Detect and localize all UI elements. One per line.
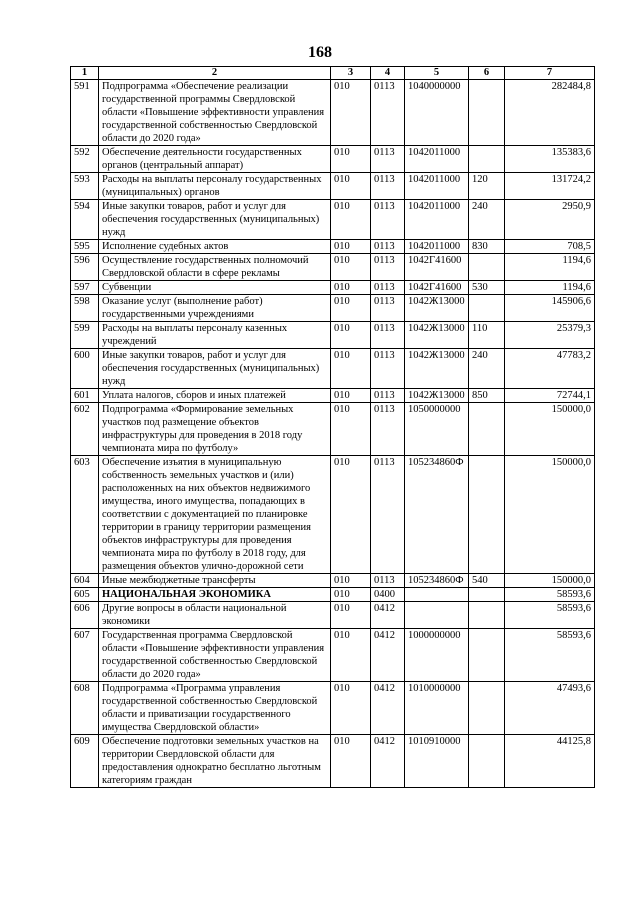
- row-code-section: 0113: [371, 574, 405, 588]
- row-code-ministry: 010: [331, 403, 371, 456]
- row-code-target: 1042Ж13000: [405, 295, 469, 322]
- row-code-type: [469, 146, 505, 173]
- row-code-section: 0412: [371, 682, 405, 735]
- row-code-section: 0113: [371, 456, 405, 574]
- row-code-section: 0113: [371, 403, 405, 456]
- row-code-target: 1042Ж13000: [405, 389, 469, 403]
- row-description: Субвенции: [99, 281, 331, 295]
- header-cell: 3: [331, 67, 371, 80]
- row-code-type: 120: [469, 173, 505, 200]
- header-cell: 7: [505, 67, 595, 80]
- row-number: 607: [71, 629, 99, 682]
- row-code-ministry: 010: [331, 574, 371, 588]
- row-code-type: 110: [469, 322, 505, 349]
- row-code-target: 1042Г41600: [405, 254, 469, 281]
- row-number: 606: [71, 602, 99, 629]
- row-code-section: 0113: [371, 295, 405, 322]
- row-code-type: [469, 254, 505, 281]
- row-amount: 150000,0: [505, 456, 595, 574]
- row-amount: 58593,6: [505, 629, 595, 682]
- row-code-target: 1000000000: [405, 629, 469, 682]
- row-code-target: 1010910000: [405, 735, 469, 788]
- row-code-section: 0113: [371, 173, 405, 200]
- row-code-ministry: 010: [331, 254, 371, 281]
- table-row: [71, 602, 595, 629]
- row-code-ministry: 010: [331, 322, 371, 349]
- row-code-ministry: 010: [331, 588, 371, 602]
- header-cell: 2: [99, 67, 331, 80]
- table-row: [71, 240, 595, 254]
- row-description: Подпрограмма «Формирование земельных участков под размещение объектов инфраструктуры для проведения в 2018 году чемпионата мира по футболу»: [99, 403, 331, 456]
- table-row: [71, 403, 595, 456]
- row-code-type: [469, 735, 505, 788]
- row-number: 600: [71, 349, 99, 389]
- row-amount: 150000,0: [505, 574, 595, 588]
- row-code-target: 105234860Ф: [405, 574, 469, 588]
- table-row: [71, 588, 595, 602]
- row-number: 608: [71, 682, 99, 735]
- row-code-target: 1042011000: [405, 240, 469, 254]
- row-code-type: [469, 456, 505, 574]
- row-description: Государственная программа Свердловской области «Повышение эффективности управления государственной собственностью Свердловской области до 2020 года»: [99, 629, 331, 682]
- row-code-target: 1042Г41600: [405, 281, 469, 295]
- table-row: [71, 200, 595, 240]
- row-amount: 282484,8: [505, 80, 595, 146]
- row-description: Иные межбюджетные трансферты: [99, 574, 331, 588]
- row-code-section: 0113: [371, 281, 405, 295]
- row-number: 605: [71, 588, 99, 602]
- row-code-type: 850: [469, 389, 505, 403]
- row-number: 597: [71, 281, 99, 295]
- row-code-ministry: 010: [331, 735, 371, 788]
- row-description: Оказание услуг (выполнение работ) государственными учреждениями: [99, 295, 331, 322]
- row-description: Обеспечение деятельности государственных органов (центральный аппарат): [99, 146, 331, 173]
- row-code-target: 1010000000: [405, 682, 469, 735]
- table-row: [71, 682, 595, 735]
- row-code-section: 0113: [371, 322, 405, 349]
- row-code-section: 0113: [371, 240, 405, 254]
- table-row: [71, 349, 595, 389]
- header-row: [71, 67, 595, 80]
- row-code-ministry: 010: [331, 146, 371, 173]
- table-row: [71, 254, 595, 281]
- row-number: 603: [71, 456, 99, 574]
- row-description: Другие вопросы в области национальной экономики: [99, 602, 331, 629]
- row-code-type: [469, 588, 505, 602]
- row-description: Осуществление государственных полномочий Свердловской области в сфере рекламы: [99, 254, 331, 281]
- row-code-ministry: 010: [331, 602, 371, 629]
- table-row: [71, 281, 595, 295]
- row-code-type: 240: [469, 200, 505, 240]
- row-code-ministry: 010: [331, 389, 371, 403]
- row-code-section: 0113: [371, 349, 405, 389]
- row-number: 604: [71, 574, 99, 588]
- row-code-section: 0113: [371, 146, 405, 173]
- table-row: [71, 80, 595, 146]
- row-code-ministry: 010: [331, 295, 371, 322]
- row-code-section: 0113: [371, 80, 405, 146]
- row-description: Обеспечение изъятия в муниципальную собственность земельных участков и (или) расположенных на них объектов недвижимого имущества, иного имущества, попадающих в соответствии с документацией по планировке территории в границу территории размещения объектов инфраструктуры для проведения чемпионата мира по футболу в 2018 году, для размещения объектов улично-дорожной сети: [99, 456, 331, 574]
- row-number: 591: [71, 80, 99, 146]
- row-code-ministry: 010: [331, 200, 371, 240]
- row-code-target: 1042011000: [405, 146, 469, 173]
- row-amount: 145906,6: [505, 295, 595, 322]
- table-row: [71, 574, 595, 588]
- row-number: 596: [71, 254, 99, 281]
- row-code-section: 0412: [371, 735, 405, 788]
- row-code-type: 830: [469, 240, 505, 254]
- row-amount: 44125,8: [505, 735, 595, 788]
- header-cell: 5: [405, 67, 469, 80]
- row-amount: 150000,0: [505, 403, 595, 456]
- row-code-type: [469, 80, 505, 146]
- row-code-target: 1042Ж13000: [405, 349, 469, 389]
- row-code-type: 540: [469, 574, 505, 588]
- row-code-ministry: 010: [331, 456, 371, 574]
- header-cell: 4: [371, 67, 405, 80]
- row-code-target: [405, 602, 469, 629]
- row-number: 595: [71, 240, 99, 254]
- row-amount: 2950,9: [505, 200, 595, 240]
- table-row: [71, 456, 595, 574]
- row-code-type: 530: [469, 281, 505, 295]
- row-code-target: 1042011000: [405, 173, 469, 200]
- row-amount: 72744,1: [505, 389, 595, 403]
- row-number: 593: [71, 173, 99, 200]
- row-code-type: [469, 629, 505, 682]
- row-code-target: 1042011000: [405, 200, 469, 240]
- table-row: [71, 629, 595, 682]
- row-amount: 58593,6: [505, 602, 595, 629]
- row-number: 601: [71, 389, 99, 403]
- row-amount: 131724,2: [505, 173, 595, 200]
- row-code-type: [469, 295, 505, 322]
- row-description: Расходы на выплаты персоналу казенных учреждений: [99, 322, 331, 349]
- row-description: НАЦИОНАЛЬНАЯ ЭКОНОМИКА: [99, 588, 331, 602]
- table-row: [71, 735, 595, 788]
- table-row: [71, 146, 595, 173]
- row-description: Иные закупки товаров, работ и услуг для обеспечения государственных (муниципальных) нужд: [99, 200, 331, 240]
- row-amount: 1194,6: [505, 254, 595, 281]
- row-description: Исполнение судебных актов: [99, 240, 331, 254]
- row-number: 599: [71, 322, 99, 349]
- row-code-target: 1042Ж13000: [405, 322, 469, 349]
- header-cell: 1: [71, 67, 99, 80]
- row-number: 609: [71, 735, 99, 788]
- table-row: [71, 173, 595, 200]
- row-description: Расходы на выплаты персоналу государственных (муниципальных) органов: [99, 173, 331, 200]
- table-row: [71, 322, 595, 349]
- row-code-target: 1050000000: [405, 403, 469, 456]
- row-code-type: [469, 602, 505, 629]
- header-cell: 6: [469, 67, 505, 80]
- row-description: Уплата налогов, сборов и иных платежей: [99, 389, 331, 403]
- row-amount: 135383,6: [505, 146, 595, 173]
- row-code-ministry: 010: [331, 173, 371, 200]
- row-number: 602: [71, 403, 99, 456]
- row-code-ministry: 010: [331, 629, 371, 682]
- row-code-ministry: 010: [331, 682, 371, 735]
- row-code-type: [469, 403, 505, 456]
- row-code-section: 0412: [371, 629, 405, 682]
- row-amount: 25379,3: [505, 322, 595, 349]
- table-row: [71, 295, 595, 322]
- row-code-section: 0113: [371, 389, 405, 403]
- row-code-ministry: 010: [331, 281, 371, 295]
- row-code-ministry: 010: [331, 80, 371, 146]
- row-description: Подпрограмма «Обеспечение реализации государственной программы Свердловской области «Повышение эффективности управления государственной собственностью Свердловской области до 2020 года»: [99, 80, 331, 146]
- row-code-target: 1040000000: [405, 80, 469, 146]
- row-amount: 47493,6: [505, 682, 595, 735]
- row-amount: 47783,2: [505, 349, 595, 389]
- row-code-section: 0113: [371, 200, 405, 240]
- row-number: 592: [71, 146, 99, 173]
- table-row: [71, 389, 595, 403]
- page-number: 168: [308, 44, 332, 61]
- row-code-ministry: 010: [331, 240, 371, 254]
- row-number: 598: [71, 295, 99, 322]
- row-amount: 58593,6: [505, 588, 595, 602]
- row-description: Обеспечение подготовки земельных участков на территории Свердловской области для предоставления однократно бесплатно льготным категориям граждан: [99, 735, 331, 788]
- budget-table: [70, 66, 595, 788]
- row-amount: 1194,6: [505, 281, 595, 295]
- row-code-target: [405, 588, 469, 602]
- row-code-target: 105234860Ф: [405, 456, 469, 574]
- row-code-ministry: 010: [331, 349, 371, 389]
- row-code-type: [469, 682, 505, 735]
- row-code-type: 240: [469, 349, 505, 389]
- row-code-section: 0412: [371, 602, 405, 629]
- row-description: Иные закупки товаров, работ и услуг для обеспечения государственных (муниципальных) нужд: [99, 349, 331, 389]
- row-amount: 708,5: [505, 240, 595, 254]
- row-code-section: 0400: [371, 588, 405, 602]
- row-number: 594: [71, 200, 99, 240]
- row-code-section: 0113: [371, 254, 405, 281]
- row-description: Подпрограмма «Программа управления государственной собственностью Свердловской области и приватизации государственного имущества Свердловской области»: [99, 682, 331, 735]
